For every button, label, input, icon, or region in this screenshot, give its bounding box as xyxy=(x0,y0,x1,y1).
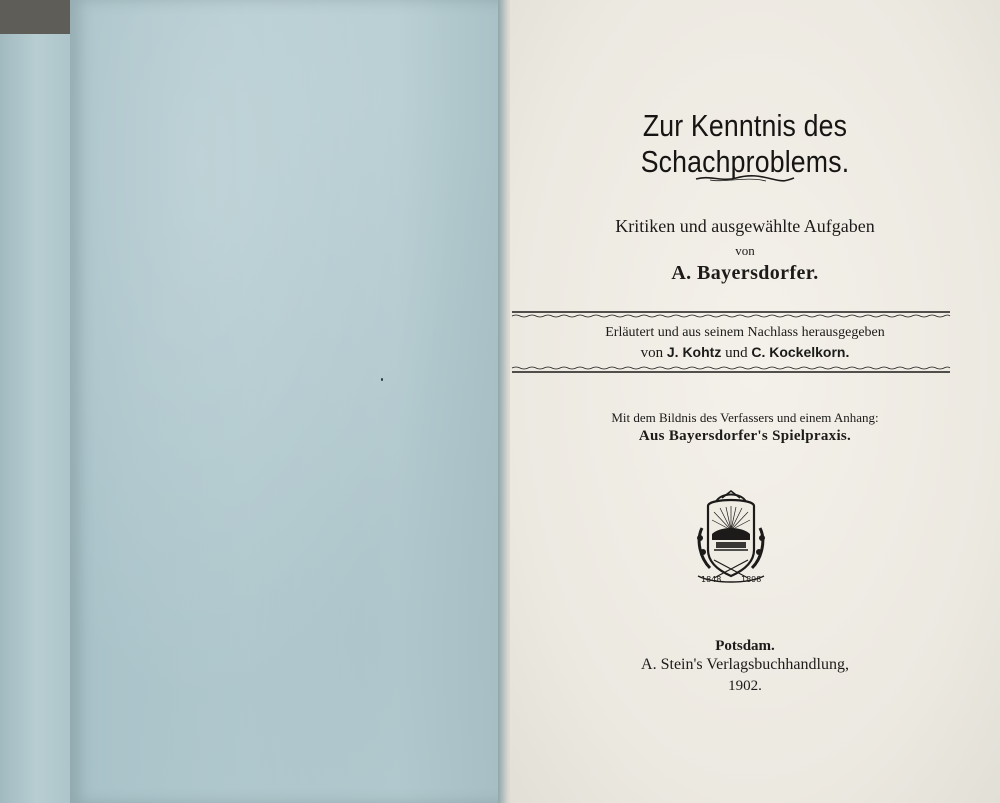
editors-names xyxy=(510,344,980,362)
ornamental-rule-bottom xyxy=(510,366,980,374)
editors-credit-line: Erläutert und aus seinem Nachlass herausgegeben xyxy=(605,325,885,340)
book-title: Zur Kenntnis des Schachproblems. xyxy=(640,108,850,179)
author-name: A. Bayersdorfer. xyxy=(671,262,819,284)
emblem-year-start: 1848 xyxy=(701,575,722,584)
title-ornament xyxy=(510,172,980,186)
appendix-title: Aus Bayersdorfer's Spielpraxis. xyxy=(638,428,852,444)
editors-und-label: und xyxy=(725,345,748,361)
publication-place: Potsdam. xyxy=(715,638,775,654)
subtitle: Kritiken und ausgewählte Aufgaben xyxy=(615,216,875,236)
paper-speck xyxy=(381,378,383,381)
publisher-emblem xyxy=(694,488,768,588)
von-label: von xyxy=(735,243,755,258)
ornamental-rule-top xyxy=(510,310,980,318)
editor-kohtz: J. Kohtz xyxy=(666,344,722,360)
marbled-endpaper xyxy=(70,0,506,803)
publisher-name: A. Stein's Verlagsbuchhandlung, xyxy=(641,656,849,673)
editors-von-label: von xyxy=(640,345,664,361)
emblem-year-end: 1898 xyxy=(741,575,762,584)
editor-kockelkorn: C. Kockelkorn. xyxy=(751,344,850,360)
publication-year: 1902. xyxy=(728,678,762,694)
title-page xyxy=(510,0,1000,803)
portrait-note: Mit dem Bildnis des Verfassers und einem Anhang: xyxy=(611,410,879,425)
